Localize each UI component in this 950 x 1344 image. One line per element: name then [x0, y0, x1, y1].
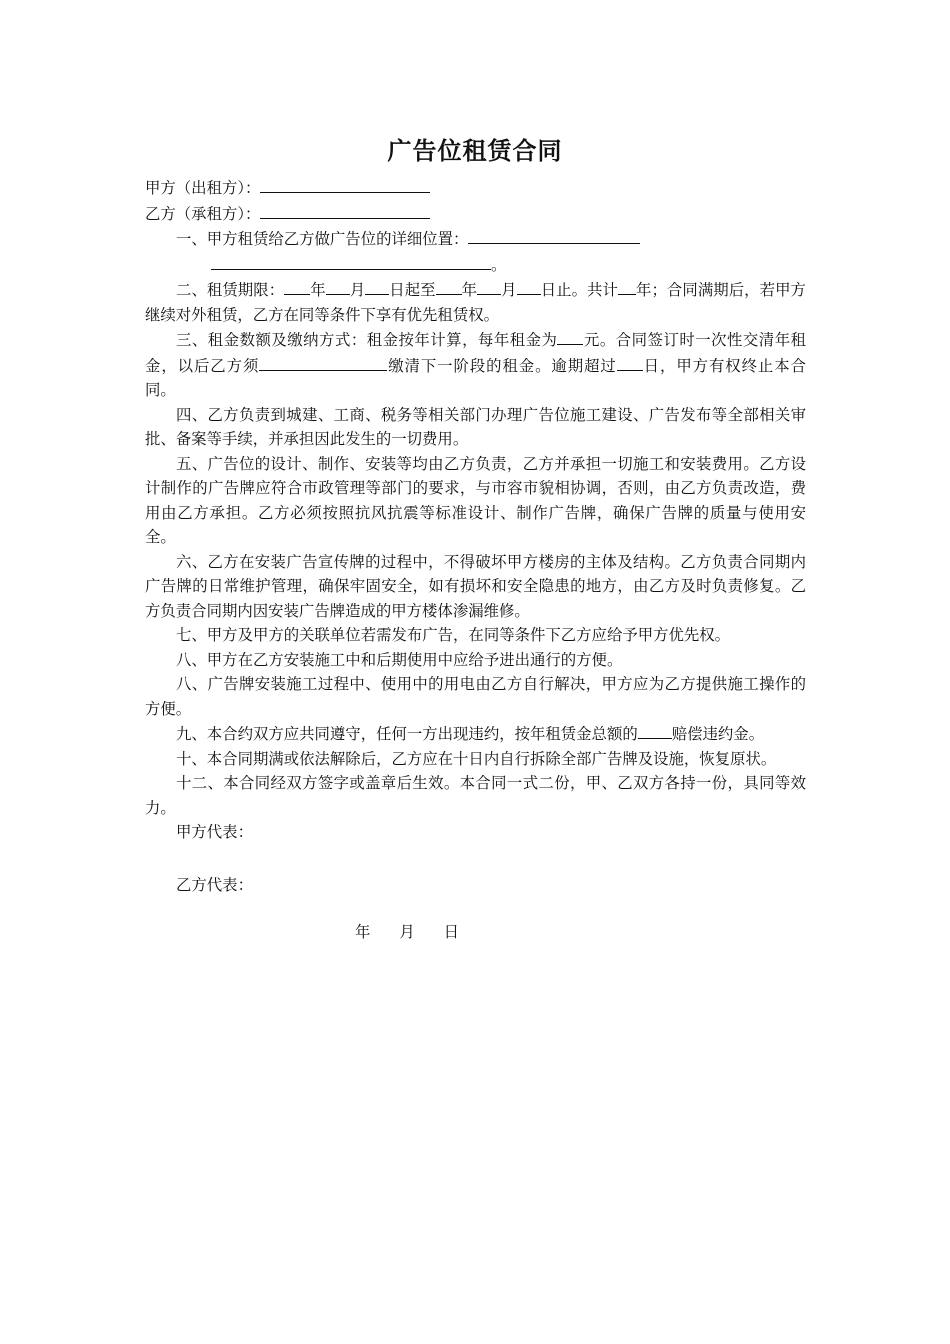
clause-2: 二、租赁期限： 年 月 日起至 年 月 日止。共计 年；合同满期后，若甲方继续对外租赁，乙方在同等条件下享有优先租赁权。 — [145, 277, 806, 327]
clause-9: 九、本合约双方应共同遵守，任何一方出现违约，按年租赁金总额的 赔偿违约金。 — [145, 721, 806, 747]
location-blank-2 — [211, 252, 491, 270]
clause-1-continued: 。 — [145, 252, 806, 278]
party-b-signature: 乙方代表： — [176, 875, 253, 894]
location-blank — [468, 226, 640, 244]
date-day: 日 — [443, 923, 460, 941]
clause-4: 四、乙方负责到城建、工商、税务等相关部门办理广告位施工建设、广告发布等全部相关审批、备案等手续，并承担因此发生的一切费用。 — [145, 405, 806, 448]
end-day-blank — [517, 277, 541, 295]
clause-5: 五、广告位的设计、制作、安装等均由乙方负责，乙方并承担一切施工和安装费用。乙方设计制作的广告牌应符合市政管理等部门的要求，与市容市貌相协调，否则，由乙方负责改造，费用由乙方承担。乙方必须按照抗风抗震等标准设计、制作广告牌，确保广告牌的质量与使用安全。 — [145, 454, 806, 546]
clause-12: 十二、本合同经双方签字或盖章后生效。本合同一式二份，甲、乙双方各持一份，具同等效力。 — [145, 774, 806, 817]
clause-8b: 八、广告牌安装施工过程中、使用中的用电由乙方自行解决，甲方应为乙方提供施工操作的方便。 — [145, 675, 806, 718]
document-title: 广告位租赁合同 — [387, 137, 563, 165]
clause-8: 八、甲方在乙方安装施工中和后期使用中应给予进出通行的方便。 — [176, 650, 623, 669]
end-month-blank — [477, 277, 501, 295]
annual-rent-blank — [557, 327, 583, 345]
party-a-signature: 甲方代表： — [176, 823, 253, 841]
date-month: 月 — [399, 923, 415, 941]
end-year-blank — [436, 277, 462, 295]
party-a-line: 甲方（出租方）： — [145, 175, 806, 201]
start-month-blank — [326, 277, 350, 295]
clause-10: 十、本合同期满或依法解除后，乙方应在十日内自行拆除全部广告牌及设施，恢复原状。 — [176, 749, 777, 768]
total-years-blank — [618, 277, 636, 295]
overdue-days-blank — [617, 353, 643, 371]
start-day-blank — [365, 277, 389, 295]
party-b-blank — [260, 201, 430, 219]
party-b-line: 乙方（承租方）： — [145, 201, 806, 227]
payment-time-blank — [259, 353, 387, 371]
clause-7: 七、甲方及甲方的关联单位若需发布广告，在同等条件下乙方应给予甲方优先权。 — [176, 626, 731, 644]
party-a-blank — [260, 175, 430, 193]
clause-6: 六、乙方在安装广告宣传牌的过程中，不得破坏甲方楼房的主体及结构。乙方负责合同期内广告牌的日常维护管理，确保牢固安全，如有损坏和安全隐患的地方，由乙方及时负责修复。乙方负责合同期内因安装广告牌造成的甲方楼体渗漏维修。 — [145, 552, 806, 620]
date-year: 年 — [355, 923, 371, 941]
clause-1: 一、甲方租赁给乙方做广告位的详细位置： — [145, 226, 806, 252]
contract-body — [145, 175, 806, 897]
penalty-rate-blank — [638, 721, 672, 739]
start-year-blank — [284, 277, 310, 295]
clause-3: 三、租金数额及缴纳方式：租金按年计算，每年租金为 元。合同签订时一次性交清年租金，以后乙方须 缴清下一阶段的租金。逾期超过 日，甲方有权终止本合同。 — [145, 327, 806, 403]
signing-date — [355, 920, 483, 942]
